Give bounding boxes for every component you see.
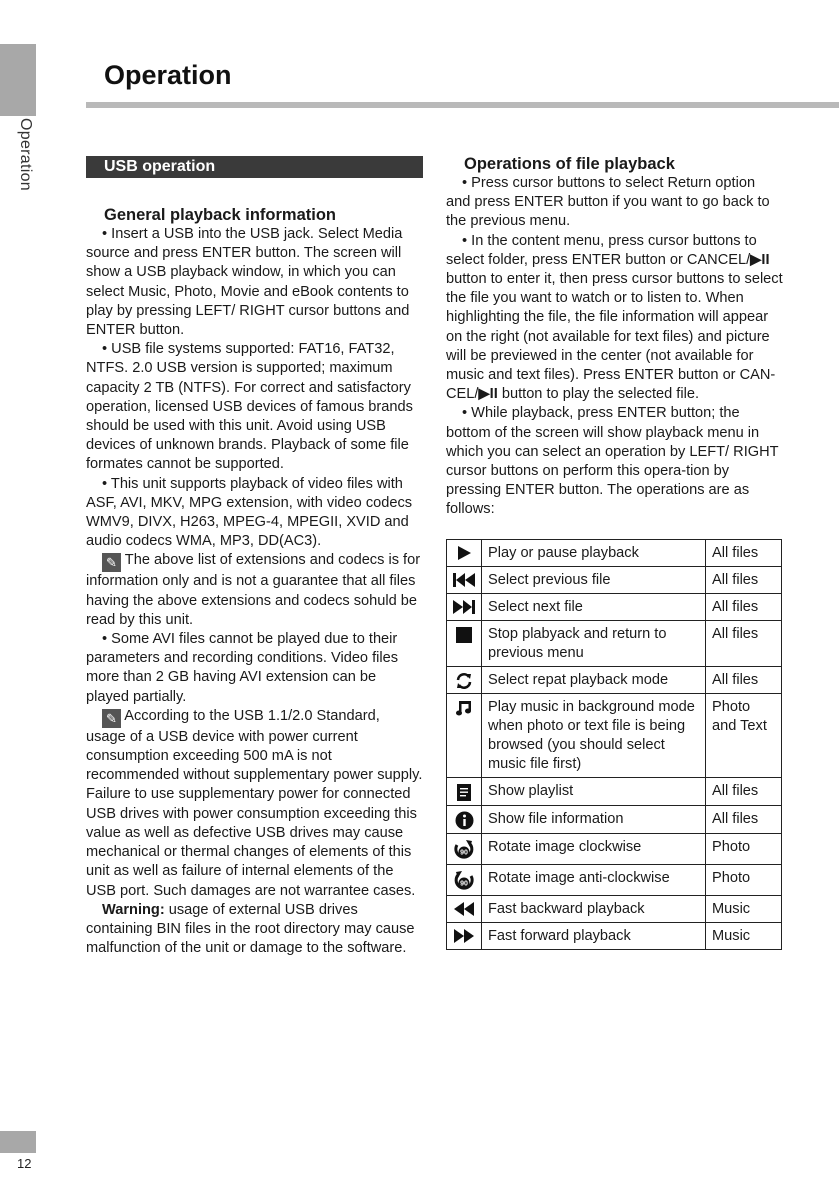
previous-icon — [450, 572, 478, 588]
paragraph: • Press cursor buttons to select Return option and press ENTER button if you want to go back to the previous menu. — [446, 175, 770, 230]
section-bar: USB operation — [86, 156, 423, 178]
rotate-badge: 90 — [460, 849, 468, 857]
fast-forward-icon — [450, 928, 478, 944]
table-row — [447, 666, 782, 693]
icon-cell — [447, 777, 482, 805]
table-row — [447, 805, 782, 833]
icon-cell — [447, 566, 482, 593]
rotate-anticlockwise-icon — [450, 870, 478, 892]
icon-cell — [447, 693, 482, 777]
icon-cell — [447, 895, 482, 922]
left-column — [86, 156, 423, 958]
paragraph: • Insert a USB into the USB jack. Select Media source and press ENTER button. The screen will show a USB playback window, in which you can select Music, Photo, Movie and eBook contents to play by pressing LEFT/ RIGHT cursor buttons and ENTER button. — [86, 226, 410, 339]
page-number: 12 — [17, 1156, 32, 1171]
icon-cell — [447, 864, 482, 895]
operations-table — [446, 539, 782, 950]
icon-cell — [447, 539, 482, 566]
table-row — [447, 833, 782, 864]
fast-backward-icon — [450, 901, 478, 917]
page-title: Operation — [104, 60, 232, 90]
type-cell: All files — [706, 805, 782, 833]
text-run: button to play the selected file. — [497, 386, 699, 403]
action-cell: Rotate image clockwise — [482, 833, 706, 864]
table-row — [447, 693, 782, 777]
side-tab-marker — [0, 44, 36, 116]
action-cell: Select previous file — [482, 566, 706, 593]
text-run: button to enter it, then press cursor buttons to select the file you want to watch or to listen to. When highlighting the file, the file information will appear on the right (not available for text files) and picture will be previewed in the center (not available for music and text files). Press ENTER button or CAN-CEL/ — [446, 271, 783, 403]
warning-label: Warning: — [102, 901, 165, 918]
type-cell: Music — [706, 922, 782, 949]
action-cell: Fast backward playback — [482, 895, 706, 922]
table-row — [447, 922, 782, 949]
action-cell: Play music in background mode when photo or text file is being browsed (you should select music file first) — [482, 693, 706, 777]
table-row — [447, 895, 782, 922]
next-icon — [450, 599, 478, 615]
note-text: According to the USB 1.1/2.0 Standard, usage of a USB device with power current consumption exceeding 500 mA is not recommended without supplementary power supply. Failure to use supplementary power for connected USB drives with power consumption exceeding this value as well as defective USB drives may cause mechanical or thermal changes of elements of this unit as well as failure of internal elements of the USB port. Such damages are not warrantee cases. — [86, 707, 423, 899]
note-paragraph — [86, 707, 423, 901]
type-cell: Photo — [706, 833, 782, 864]
play-pause-symbol: ▶II — [750, 251, 770, 268]
note-paragraph — [86, 551, 423, 630]
title-rule — [86, 102, 839, 108]
type-cell: All files — [706, 593, 782, 620]
table-row — [447, 593, 782, 620]
table-row — [447, 539, 782, 566]
table-row — [447, 777, 782, 805]
table-row — [447, 566, 782, 593]
warning-paragraph — [86, 901, 423, 959]
icon-cell — [447, 805, 482, 833]
file-playback-heading: Operations of file playback — [464, 155, 675, 173]
table-row — [447, 864, 782, 895]
paragraph — [446, 232, 783, 405]
type-cell: All files — [706, 777, 782, 805]
info-icon — [450, 811, 478, 830]
note-icon: ✎ — [102, 709, 121, 728]
rotate-clockwise-icon — [450, 839, 478, 861]
type-cell: Photo — [706, 864, 782, 895]
icon-cell — [447, 593, 482, 620]
type-cell: All files — [706, 539, 782, 566]
stop-icon — [450, 626, 478, 644]
action-cell: Fast forward playback — [482, 922, 706, 949]
action-cell: Play or pause playback — [482, 539, 706, 566]
type-cell: All files — [706, 666, 782, 693]
icon-cell — [447, 922, 482, 949]
type-cell: Photo and Text — [706, 693, 782, 777]
table-row — [447, 620, 782, 666]
right-column — [446, 154, 783, 950]
action-cell: Rotate image anti-clockwise — [482, 864, 706, 895]
play-pause-symbol: ▶II — [478, 386, 498, 403]
action-cell: Select next file — [482, 593, 706, 620]
note-text: The above list of extensions and codecs is for information only and is not a guarantee that all files having the above extensions and codecs sohuld be read by this unit. — [86, 552, 421, 628]
icon-cell — [447, 620, 482, 666]
warning-text: usage of external USB drives containing BIN files in the root directory may cause malfunction of the unit or damage to the software. — [86, 901, 415, 957]
type-cell: All files — [706, 620, 782, 666]
paragraph: • Some AVI files cannot be played due to their parameters and recording conditions. Video files more than 2 GB having AVI extension can be played partially. — [86, 631, 399, 705]
action-cell: Stop plabyack and return to previous menu — [482, 620, 706, 666]
icon-cell — [447, 666, 482, 693]
type-cell: Music — [706, 895, 782, 922]
text-run: • In the content menu, press cursor buttons to select folder, press ENTER button or CANCEL/ — [446, 232, 757, 268]
rotate-badge: 90 — [460, 880, 468, 888]
action-cell: Show playlist — [482, 777, 706, 805]
paragraph: • This unit supports playback of video files with ASF, AVI, MKV, MPG extension, with video codecs WMV9, DIVX, H263, MPEG-4, MPEGII, XVID and audio codecs WMA, MP3, DD(AC3). — [86, 475, 413, 550]
repeat-icon — [450, 672, 478, 690]
play-icon — [450, 545, 478, 561]
icon-cell — [447, 833, 482, 864]
type-cell: All files — [706, 566, 782, 593]
note-icon: ✎ — [102, 553, 121, 572]
side-tab-label: Operation — [17, 118, 34, 191]
paragraph: • USB file systems supported: FAT16, FAT32, NTFS. 2.0 USB version is supported; maximum capacity 2 TB (NTFS). For correct and satisfactory operation, licensed USB devices of famous brands should be used with this unit. Avoid using USB devices of unknown brands. Playback of some file formates cannot be supported. — [86, 341, 413, 473]
playlist-icon — [450, 783, 478, 802]
music-icon — [450, 699, 478, 717]
page-number-marker — [0, 1131, 36, 1153]
action-cell: Show file information — [482, 805, 706, 833]
paragraph: • While playback, press ENTER button; the bottom of the screen will show playback menu in which you can select an operation by LEFT/ RIGHT cursor buttons on perform this opera-tion by pressing ENTER button. The operations are as follows: — [446, 405, 779, 518]
action-cell: Select repat playback mode — [482, 666, 706, 693]
general-playback-heading: General playback information — [104, 206, 336, 224]
